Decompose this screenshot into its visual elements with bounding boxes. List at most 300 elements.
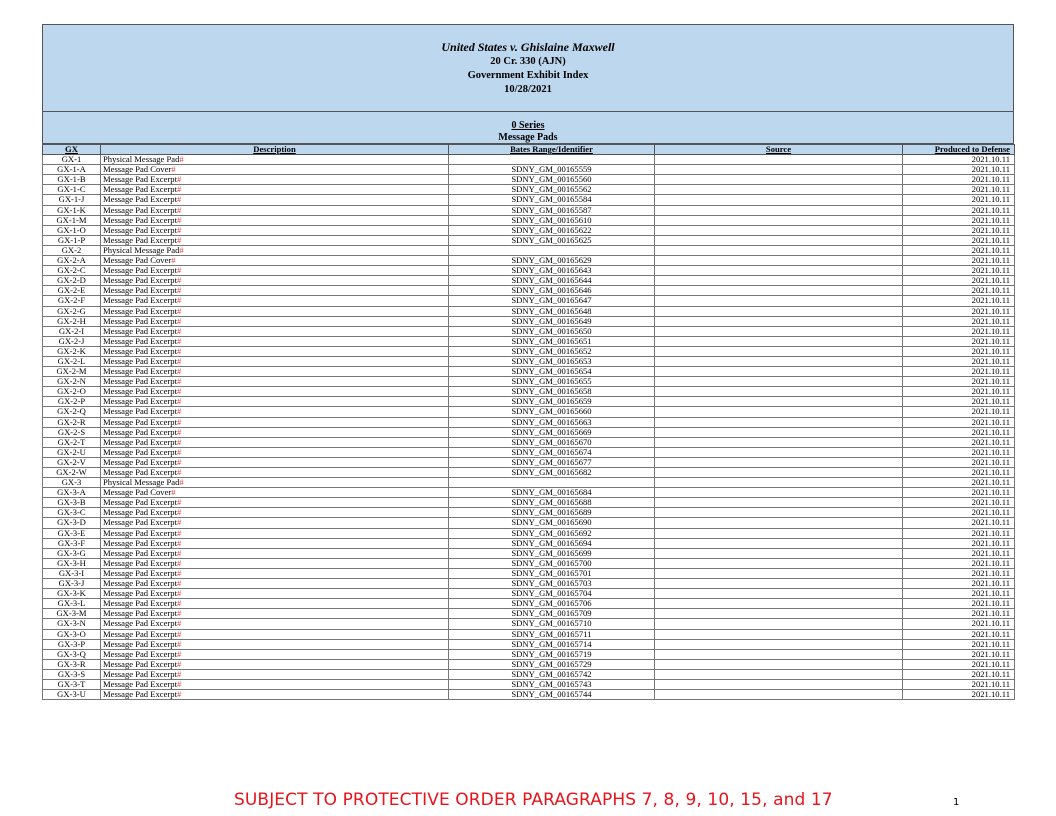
exhibit-number-cell-text: GX-3-K — [57, 588, 86, 599]
bates-cell-text: SDNY_GM_00165677 — [511, 457, 592, 467]
bates-cell — [449, 447, 655, 457]
exhibit-number-cell — [43, 367, 101, 377]
description-cell — [101, 356, 449, 366]
exhibit-number-cell — [43, 326, 101, 336]
description-cell-text: Message Pad Excerpt — [103, 467, 177, 477]
exhibit-number-cell-text: GX-3-P — [57, 639, 86, 649]
source-cell — [655, 417, 903, 427]
table-row — [43, 185, 1015, 195]
description-cell — [101, 387, 449, 397]
exhibit-number-cell — [43, 346, 101, 356]
bates-cell — [449, 528, 655, 538]
produced-cell-text: 2021.10.11 — [971, 366, 1010, 377]
bates-cell — [449, 377, 655, 387]
bates-cell — [449, 690, 655, 700]
revision-mark: # — [176, 225, 182, 235]
produced-cell — [903, 649, 1015, 659]
source-cell — [655, 326, 903, 336]
exhibit-number-cell-text: GX-2-K — [57, 346, 86, 356]
case-number: 20 Cr. 330 (AJN) — [490, 56, 566, 67]
revision-mark: # — [171, 255, 176, 266]
bates-cell-text: SDNY_GM_00165689 — [511, 507, 592, 518]
exhibit-number-cell-text: GX-1-M — [56, 215, 87, 225]
exhibit-number-cell-text: GX-2-I — [58, 326, 85, 336]
description-cell-text: Message Pad Excerpt — [103, 639, 177, 649]
exhibit-number-cell-text: GX-2-J — [58, 336, 85, 346]
produced-cell-text: 2021.10.11 — [971, 205, 1010, 215]
bates-cell — [449, 488, 655, 498]
table-row — [43, 245, 1015, 255]
bates-cell-text: SDNY_GM_00165650 — [511, 326, 592, 336]
description-cell-text: Message Pad Excerpt — [103, 346, 177, 356]
produced-cell-text: 2021.10.11 — [971, 558, 1010, 568]
produced-cell-text: 2021.10.11 — [971, 285, 1010, 296]
source-cell — [655, 538, 903, 548]
table-row — [43, 478, 1015, 488]
exhibit-number-cell — [43, 659, 101, 669]
bates-cell — [449, 407, 655, 417]
source-cell — [655, 256, 903, 266]
produced-cell — [903, 175, 1015, 185]
produced-cell — [903, 568, 1015, 578]
bates-cell — [449, 165, 655, 175]
bates-cell — [449, 629, 655, 639]
exhibit-number-cell — [43, 215, 101, 225]
source-cell — [655, 518, 903, 528]
bates-cell-text: SDNY_GM_00165587 — [511, 205, 592, 215]
exhibit-number-cell — [43, 619, 101, 629]
exhibit-number-cell — [43, 256, 101, 266]
description-cell — [101, 558, 449, 568]
produced-cell-text: 2021.10.11 — [971, 245, 1010, 255]
exhibit-number-cell-text: GX-2-F — [57, 295, 86, 306]
bates-cell-text: SDNY_GM_00165711 — [511, 629, 592, 639]
exhibit-number-cell-text: GX-2 — [61, 245, 82, 255]
table-row — [43, 659, 1015, 669]
bates-cell-text: SDNY_GM_00165654 — [511, 366, 592, 377]
exhibit-number-cell — [43, 568, 101, 578]
revision-mark: # — [176, 316, 182, 326]
revision-mark: # — [179, 245, 184, 255]
description-cell-text: Message Pad Excerpt — [103, 608, 177, 619]
bates-cell — [449, 619, 655, 629]
table-row — [43, 235, 1015, 245]
revision-mark: # — [176, 184, 182, 195]
source-cell — [655, 437, 903, 447]
description-cell — [101, 367, 449, 377]
bates-cell — [449, 609, 655, 619]
produced-cell — [903, 619, 1015, 629]
produced-cell-text: 2021.10.11 — [971, 396, 1010, 407]
exhibit-number-cell — [43, 447, 101, 457]
exhibit-number-cell — [43, 679, 101, 689]
produced-cell — [903, 235, 1015, 245]
bates-cell — [449, 639, 655, 649]
source-cell — [655, 276, 903, 286]
description-cell — [101, 296, 449, 306]
column-header-bates: Bates Range/Identifier — [449, 145, 655, 155]
description-cell — [101, 316, 449, 326]
produced-cell — [903, 518, 1015, 528]
bates-cell-text: SDNY_GM_00165610 — [511, 215, 592, 225]
exhibit-number-cell-text: GX-3-F — [57, 538, 86, 548]
produced-cell — [903, 336, 1015, 346]
table-row — [43, 568, 1015, 578]
produced-cell — [903, 377, 1015, 387]
bates-cell — [449, 669, 655, 679]
table-row — [43, 589, 1015, 599]
exhibit-number-cell-text: GX-1-B — [57, 174, 86, 185]
exhibit-number-cell-text: GX-3-E — [57, 528, 86, 538]
exhibit-number-cell-text: GX-3-H — [57, 558, 86, 568]
produced-cell-text: 2021.10.11 — [971, 639, 1010, 649]
description-cell-text: Message Pad Excerpt — [103, 386, 177, 397]
source-cell — [655, 427, 903, 437]
bates-cell-text: SDNY_GM_00165560 — [511, 174, 592, 185]
page-number: 1 — [953, 797, 960, 808]
exhibit-number-cell — [43, 296, 101, 306]
description-cell-text: Message Pad Excerpt — [103, 376, 177, 387]
description-cell-text: Message Pad Cover — [103, 164, 172, 175]
description-cell-text: Message Pad Excerpt — [103, 184, 177, 195]
produced-cell — [903, 286, 1015, 296]
description-cell — [101, 205, 449, 215]
description-cell — [101, 609, 449, 619]
source-cell — [655, 619, 903, 629]
description-cell — [101, 407, 449, 417]
produced-cell-text: 2021.10.11 — [971, 174, 1010, 185]
exhibit-number-cell-text: GX-3-T — [57, 679, 86, 689]
bates-cell-text: SDNY_GM_00165699 — [511, 548, 592, 558]
table-row — [43, 286, 1015, 296]
description-cell — [101, 245, 449, 255]
bates-cell — [449, 518, 655, 528]
exhibit-number-cell — [43, 488, 101, 498]
produced-cell — [903, 508, 1015, 518]
description-cell-text: Message Pad Excerpt — [103, 417, 177, 427]
description-cell-text: Message Pad Excerpt — [103, 225, 177, 235]
produced-cell — [903, 589, 1015, 599]
table-row — [43, 377, 1015, 387]
table-row — [43, 336, 1015, 346]
produced-cell-text: 2021.10.11 — [971, 538, 1010, 548]
description-cell — [101, 185, 449, 195]
description-cell — [101, 417, 449, 427]
exhibit-number-cell-text: GX-2-V — [57, 457, 86, 467]
exhibit-number-cell-text: GX-3-A — [57, 487, 86, 498]
source-cell — [655, 316, 903, 326]
bates-cell — [449, 215, 655, 225]
exhibit-number-cell-text: GX-2-N — [57, 376, 86, 387]
produced-cell — [903, 367, 1015, 377]
source-cell — [655, 367, 903, 377]
exhibit-number-cell — [43, 589, 101, 599]
description-cell-text: Message Pad Excerpt — [103, 356, 177, 366]
produced-cell — [903, 478, 1015, 488]
description-cell-text: Message Pad Excerpt — [103, 295, 177, 306]
description-cell-text: Message Pad Cover — [103, 255, 172, 266]
table-row — [43, 609, 1015, 619]
description-cell — [101, 478, 449, 488]
revision-mark: # — [176, 437, 182, 447]
exhibit-number-cell — [43, 579, 101, 589]
produced-cell — [903, 225, 1015, 235]
exhibit-number-cell — [43, 468, 101, 478]
revision-mark: # — [176, 417, 182, 427]
bates-cell-text: SDNY_GM_00165584 — [511, 194, 592, 205]
source-cell — [655, 195, 903, 205]
description-cell-text: Message Pad Excerpt — [103, 427, 177, 437]
bates-cell — [449, 659, 655, 669]
table-row — [43, 508, 1015, 518]
revision-mark: # — [176, 659, 182, 669]
description-cell-text: Message Pad Excerpt — [103, 316, 177, 326]
revision-mark: # — [176, 427, 182, 437]
produced-cell-text: 2021.10.11 — [971, 507, 1010, 518]
description-cell-text: Message Pad Excerpt — [103, 194, 177, 205]
source-cell — [655, 175, 903, 185]
exhibit-number-cell-text: GX-3-U — [57, 689, 86, 700]
description-cell-text: Message Pad Excerpt — [103, 336, 177, 346]
produced-cell — [903, 538, 1015, 548]
exhibit-number-cell-text: GX-2-E — [57, 285, 86, 296]
description-cell — [101, 397, 449, 407]
produced-cell-text: 2021.10.11 — [971, 437, 1010, 447]
description-cell — [101, 457, 449, 467]
description-cell — [101, 225, 449, 235]
exhibit-number-cell — [43, 165, 101, 175]
bates-cell — [449, 205, 655, 215]
source-cell — [655, 356, 903, 366]
bates-cell — [449, 195, 655, 205]
description-cell-text: Message Pad Excerpt — [103, 528, 177, 538]
table-row — [43, 629, 1015, 639]
bates-cell — [449, 336, 655, 346]
description-cell-text: Message Pad Excerpt — [103, 618, 177, 629]
source-cell — [655, 659, 903, 669]
source-cell — [655, 669, 903, 679]
description-cell — [101, 326, 449, 336]
bates-cell-text: SDNY_GM_00165559 — [511, 164, 592, 175]
description-cell-text: Message Pad Excerpt — [103, 326, 177, 336]
produced-cell — [903, 599, 1015, 609]
bates-cell-text: SDNY_GM_00165684 — [511, 487, 592, 498]
exhibit-number-cell-text: GX-1-C — [57, 184, 86, 195]
produced-cell — [903, 387, 1015, 397]
exhibit-number-cell-text: GX-2-T — [57, 437, 86, 447]
bates-cell — [449, 316, 655, 326]
column-header-description: Description — [101, 145, 449, 155]
bates-cell — [449, 387, 655, 397]
description-cell — [101, 649, 449, 659]
produced-cell-text: 2021.10.11 — [971, 194, 1010, 205]
source-cell — [655, 568, 903, 578]
bates-cell-text: SDNY_GM_00165659 — [511, 396, 592, 407]
description-cell-text: Message Pad Excerpt — [103, 235, 177, 245]
produced-cell — [903, 629, 1015, 639]
exhibit-number-cell — [43, 235, 101, 245]
exhibit-number-cell-text: GX-3-Q — [57, 649, 86, 659]
exhibit-number-cell-text: GX-2-O — [57, 386, 86, 397]
produced-cell — [903, 155, 1015, 165]
description-cell — [101, 215, 449, 225]
description-cell — [101, 669, 449, 679]
bates-cell-text: SDNY_GM_00165653 — [511, 356, 592, 366]
produced-cell — [903, 558, 1015, 568]
bates-cell — [449, 306, 655, 316]
source-cell — [655, 296, 903, 306]
revision-mark: # — [176, 538, 182, 548]
table-row — [43, 548, 1015, 558]
exhibit-number-cell — [43, 266, 101, 276]
table-row — [43, 417, 1015, 427]
exhibit-number-cell-text: GX-1 — [61, 154, 82, 165]
bates-cell-text: SDNY_GM_00165744 — [511, 689, 592, 700]
bates-cell-text: SDNY_GM_00165643 — [511, 265, 592, 276]
exhibit-number-cell-text: GX-3-G — [57, 548, 86, 558]
description-cell — [101, 508, 449, 518]
exhibit-number-cell-text: GX-2-P — [57, 396, 86, 407]
exhibit-number-cell-text: GX-3-D — [57, 517, 86, 528]
exhibit-number-cell-text: GX-1-P — [57, 235, 86, 245]
produced-cell — [903, 579, 1015, 589]
exhibit-number-cell — [43, 649, 101, 659]
exhibit-number-cell-text: GX-2-D — [57, 275, 86, 286]
source-cell — [655, 639, 903, 649]
revision-mark: # — [176, 679, 182, 689]
produced-cell-text: 2021.10.11 — [971, 225, 1010, 235]
table-row — [43, 195, 1015, 205]
revision-mark: # — [176, 578, 182, 589]
source-cell — [655, 346, 903, 356]
description-cell — [101, 155, 449, 165]
exhibit-number-cell — [43, 609, 101, 619]
revision-mark: # — [176, 447, 182, 457]
description-cell-text: Message Pad Excerpt — [103, 598, 177, 609]
exhibit-number-cell — [43, 478, 101, 488]
bates-cell — [449, 579, 655, 589]
source-cell — [655, 377, 903, 387]
revision-mark: # — [176, 497, 182, 508]
bates-cell — [449, 266, 655, 276]
produced-cell-text: 2021.10.11 — [971, 447, 1010, 457]
produced-cell-text: 2021.10.11 — [971, 417, 1010, 427]
exhibit-number-cell-text: GX-3-I — [58, 568, 85, 578]
revision-mark: # — [176, 669, 182, 679]
revision-mark: # — [176, 548, 182, 558]
table-row — [43, 468, 1015, 478]
produced-cell-text: 2021.10.11 — [971, 376, 1010, 387]
revision-mark: # — [176, 295, 182, 306]
index-title: Government Exhibit Index — [467, 70, 589, 81]
exhibit-number-cell — [43, 387, 101, 397]
bates-cell — [449, 478, 655, 488]
source-cell — [655, 528, 903, 538]
source-cell — [655, 397, 903, 407]
table-row — [43, 165, 1015, 175]
produced-cell — [903, 165, 1015, 175]
bates-cell — [449, 225, 655, 235]
bates-cell — [449, 245, 655, 255]
table-row — [43, 225, 1015, 235]
revision-mark: # — [176, 608, 182, 619]
produced-cell-text: 2021.10.11 — [971, 598, 1010, 609]
table-row — [43, 579, 1015, 589]
bates-cell-text: SDNY_GM_00165648 — [511, 306, 592, 316]
revision-mark: # — [176, 205, 182, 215]
table-row — [43, 397, 1015, 407]
produced-cell — [903, 316, 1015, 326]
description-cell — [101, 538, 449, 548]
exhibit-number-cell-text: GX-3-R — [57, 659, 86, 669]
produced-cell — [903, 669, 1015, 679]
exhibit-number-cell — [43, 427, 101, 437]
bates-cell — [449, 558, 655, 568]
exhibit-number-cell-text: GX-3-S — [57, 669, 86, 679]
produced-cell — [903, 639, 1015, 649]
bates-cell — [449, 346, 655, 356]
description-cell — [101, 235, 449, 245]
description-cell-text: Message Pad Excerpt — [103, 406, 177, 417]
produced-cell-text: 2021.10.11 — [971, 669, 1010, 679]
produced-cell-text: 2021.10.11 — [971, 548, 1010, 558]
produced-cell-text: 2021.10.11 — [971, 356, 1010, 366]
description-cell-text: Message Pad Excerpt — [103, 659, 177, 669]
description-cell-text: Message Pad Excerpt — [103, 548, 177, 558]
bates-cell — [449, 457, 655, 467]
table-row — [43, 558, 1015, 568]
produced-cell — [903, 276, 1015, 286]
revision-mark: # — [176, 275, 182, 286]
produced-cell-text: 2021.10.11 — [971, 679, 1010, 689]
revision-mark: # — [176, 336, 182, 346]
bates-cell — [449, 367, 655, 377]
produced-cell-text: 2021.10.11 — [971, 497, 1010, 508]
revision-mark: # — [176, 356, 182, 366]
description-cell-text: Message Pad Excerpt — [103, 174, 177, 185]
produced-cell-text: 2021.10.11 — [971, 588, 1010, 599]
bates-cell — [449, 548, 655, 558]
exhibit-number-cell — [43, 316, 101, 326]
table-row — [43, 538, 1015, 548]
exhibit-number-cell — [43, 508, 101, 518]
exhibit-number-cell-text: GX-3-B — [57, 497, 86, 508]
series-subtitle: Message Pads — [498, 132, 558, 143]
exhibit-number-cell — [43, 306, 101, 316]
description-cell — [101, 195, 449, 205]
table-row — [43, 367, 1015, 377]
produced-cell — [903, 548, 1015, 558]
exhibit-number-cell — [43, 377, 101, 387]
table-row — [43, 326, 1015, 336]
produced-cell-text: 2021.10.11 — [971, 406, 1010, 417]
description-cell — [101, 548, 449, 558]
revision-mark: # — [179, 477, 184, 488]
table-row — [43, 155, 1015, 165]
description-cell-text: Message Pad Excerpt — [103, 517, 177, 528]
produced-cell-text: 2021.10.11 — [971, 608, 1010, 619]
bates-cell-text: SDNY_GM_00165729 — [511, 659, 592, 669]
produced-cell — [903, 346, 1015, 356]
produced-cell — [903, 296, 1015, 306]
revision-mark: # — [176, 306, 182, 316]
table-row — [43, 488, 1015, 498]
revision-mark: # — [176, 326, 182, 336]
bates-cell-text: SDNY_GM_00165742 — [511, 669, 592, 679]
produced-cell-text: 2021.10.11 — [971, 346, 1010, 356]
exhibit-number-cell — [43, 175, 101, 185]
produced-cell-text: 2021.10.11 — [971, 326, 1010, 336]
